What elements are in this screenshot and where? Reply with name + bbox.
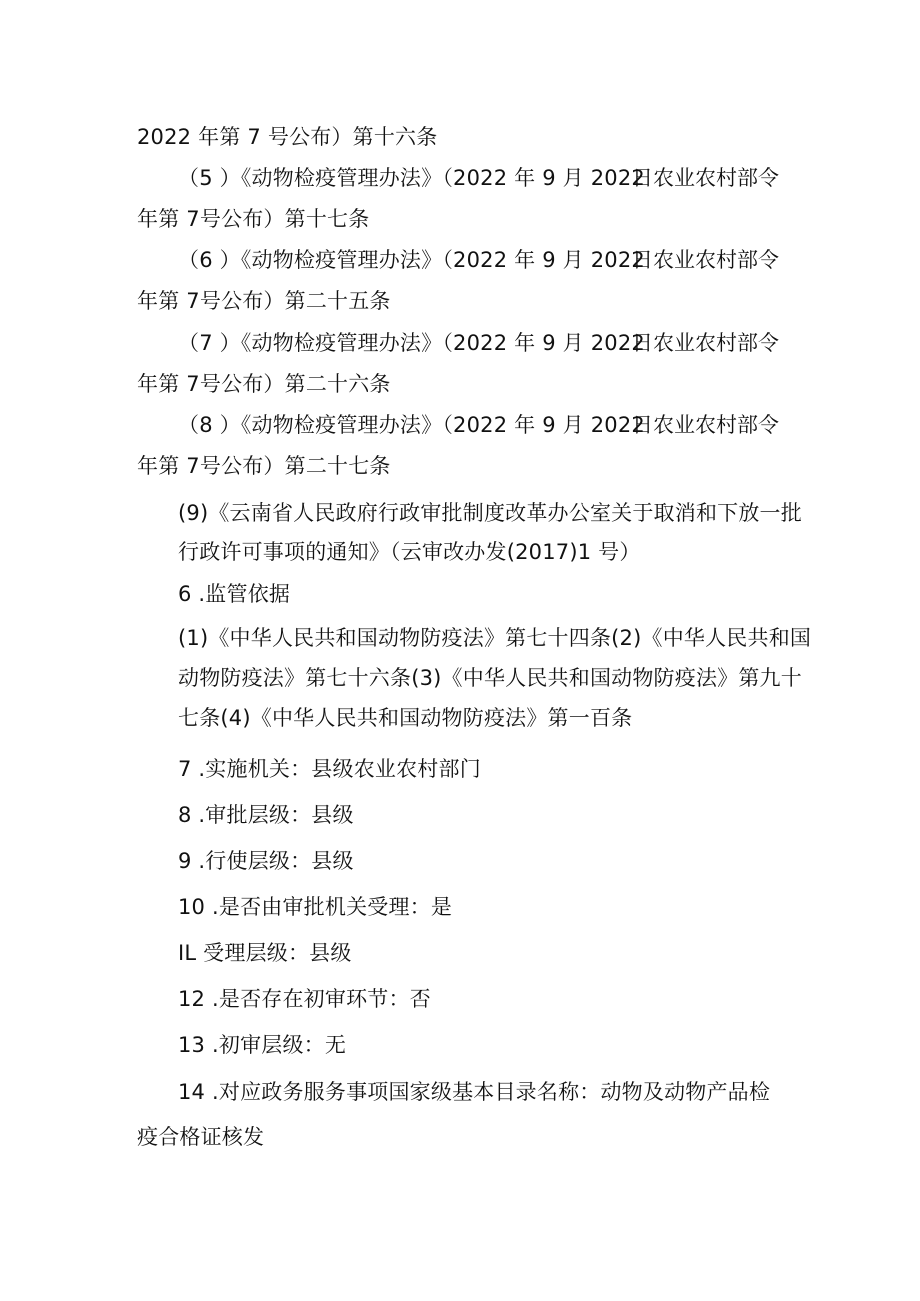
text-line: 日农业农村部令 <box>632 413 779 437</box>
text-line: (1)《中华人民共和国动物防疫法》第七十四条(2)《中华人民共和国 <box>178 626 812 650</box>
text-line: 年第 7号公布）第十七条 <box>137 207 370 231</box>
text-line: (9)《云南省人民政府行政审批制度改革办公室关于取消和下放一批 <box>178 501 802 525</box>
section-heading: 8 .审批层级：县级 <box>178 803 354 827</box>
text-line: 年第 7号公布）第二十六条 <box>137 372 391 396</box>
section-heading: 6 .监管依据 <box>178 582 291 606</box>
section-heading: 13 .初审层级：无 <box>178 1033 347 1057</box>
text-line: 行政许可事项的通知》（云审改办发(2017)1 号） <box>178 540 641 564</box>
text-line: （8 ）《动物检疫管理办法》（2022 年 9 月 2022 <box>178 413 645 437</box>
section-heading: IL 受理层级：县级 <box>178 941 352 965</box>
text-line: （6 ）《动物检疫管理办法》（2022 年 9 月 2022 <box>178 248 645 272</box>
text-line: 2022 年第 7 号公布）第十六条 <box>137 125 438 149</box>
text-line: （7 ）《动物检疫管理办法》（2022 年 9 月 2022 <box>178 331 645 355</box>
section-heading: 12 .是否存在初审环节：否 <box>178 987 431 1011</box>
text-line: 七条(4)《中华人民共和国动物防疫法》第一百条 <box>178 706 633 730</box>
text-line: 日农业农村部令 <box>632 331 779 355</box>
text-line: 年第 7号公布）第二十七条 <box>137 454 391 478</box>
text-line: 日农业农村部令 <box>632 166 779 190</box>
text-line: 疫合格证核发 <box>137 1125 265 1149</box>
section-heading: 10 .是否由审批机关受理：是 <box>178 895 453 919</box>
section-heading: 7 .实施机关：县级农业农村部门 <box>178 757 481 781</box>
section-heading: 14 .对应政务服务事项国家级基本目录名称：动物及动物产品检 <box>178 1080 771 1104</box>
text-line: 日农业农村部令 <box>632 248 779 272</box>
text-line: 年第 7号公布）第二十五条 <box>137 289 391 313</box>
section-heading: 9 .行使层级：县级 <box>178 849 354 873</box>
text-line: （5 ）《动物检疫管理办法》（2022 年 9 月 2022 <box>178 166 645 190</box>
text-line: 动物防疫法》第七十六条(3)《中华人民共和国动物防疫法》第九十 <box>178 666 802 690</box>
